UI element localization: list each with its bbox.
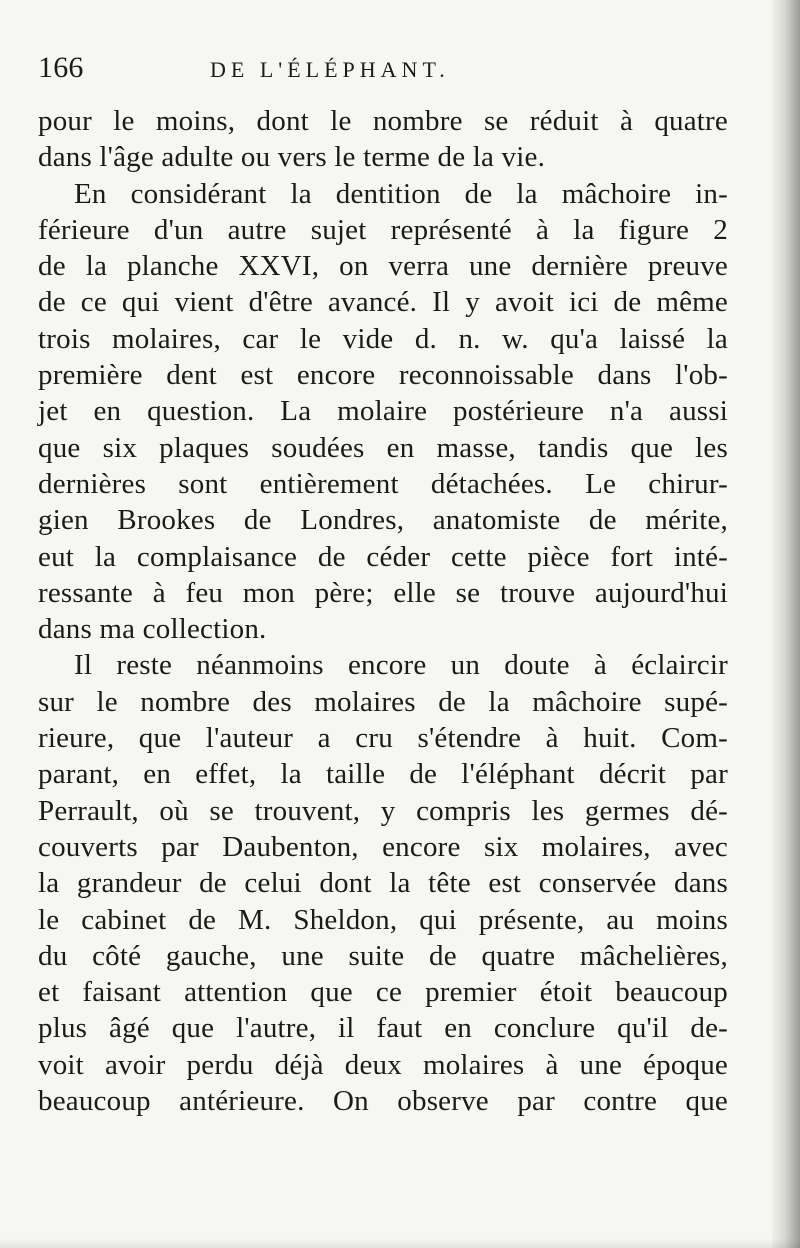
paragraph-3 [38,647,728,1119]
text-line: gien Brookes de Londres, anatomiste de mérite, [38,504,728,537]
page-edge-shadow [772,0,800,1248]
text-line: dans ma collection. [38,613,267,646]
text-line: ressante à feu mon père; elle se trouve aujourd'hui [38,576,728,609]
text-line: la grandeur de celui dont la tête est conservée dans [38,867,728,900]
text-line: et faisant attention que ce premier étoit beaucoup [38,976,728,1009]
text-line: jet en question. La molaire postérieure n'a aussi [38,395,728,428]
text-line: couverts par Daubenton, encore six molaires, avec [38,830,728,863]
text-line: trois molaires, car le vide d. n. w. qu'a laissé la [38,322,728,355]
page-header [38,50,728,103]
paragraph-1-end [38,103,728,176]
text-line: première dent est encore reconnoissable dans l'ob- [38,359,728,392]
running-title: DE L'ÉLÉPHANT. [210,57,450,82]
text-line: dans l'âge adulte ou vers le terme de la vie. [38,141,546,174]
text-line: beaucoup antérieure. On observe par contre que [38,1085,728,1118]
text-line: du côté gauche, une suite de quatre mâchelières, [38,939,728,972]
text-line: voit avoir perdu déjà deux molaires à une époque [38,1048,728,1081]
text-line: le cabinet de M. Sheldon, qui présente, au moins [38,903,728,936]
text-line: de la planche XXVI, on verra une dernière preuve [38,250,728,283]
page-bottom-shadow [0,1238,800,1248]
text-line: férieure d'un autre sujet représenté à la figure 2 [38,213,728,246]
paragraph-2 [38,176,728,648]
text-line: plus âgé que l'autre, il faut en conclure qu'il de- [38,1012,728,1045]
page-text [38,50,728,1119]
text-line: de ce qui vient d'être avancé. Il y avoit ici de même [38,286,728,319]
text-line: En considérant la dentition de la mâchoire in- [74,177,728,210]
text-line: Il reste néanmoins encore un doute à éclaircir [74,649,728,682]
text-line: parant, en effet, la taille de l'éléphant décrit par [38,758,728,791]
text-line: rieure, que l'auteur a cru s'étendre à huit. Com- [38,722,728,755]
page-number: 166 [38,51,84,84]
text-line: pour le moins, dont le nombre se réduit à quatre [38,105,728,137]
text-line: eut la complaisance de céder cette pièce fort inté- [38,540,728,573]
text-line: que six plaques soudées en masse, tandis que les [38,431,728,464]
text-line: sur le nombre des molaires de la mâchoire supé- [38,685,728,718]
text-line: Perrault, où se trouvent, y compris les germes dé- [38,794,728,827]
text-line: dernières sont entièrement détachées. Le chirur- [38,467,728,500]
